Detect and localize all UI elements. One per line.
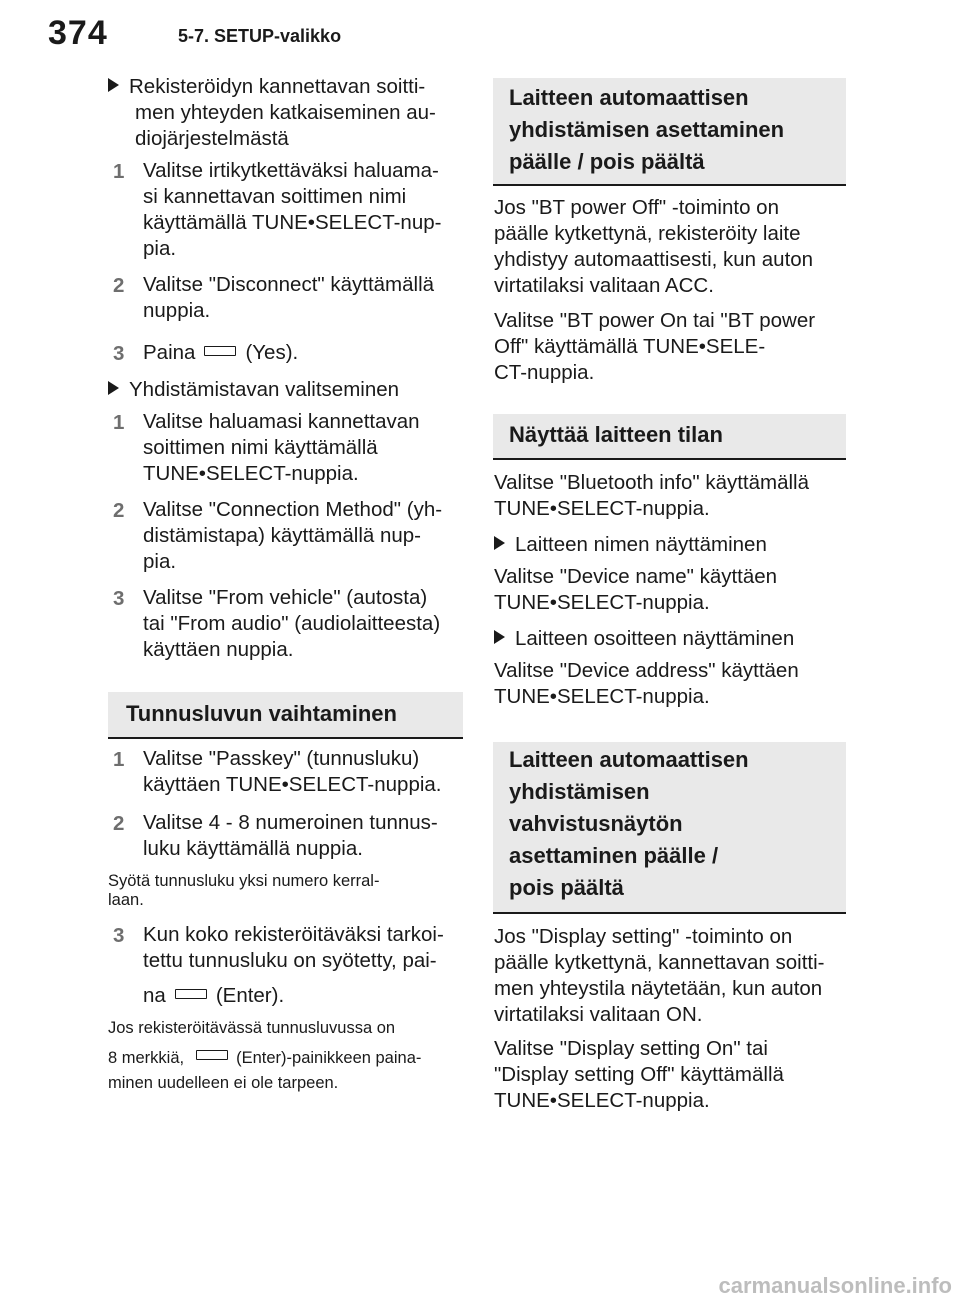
bullet-device-name: Laitteen nimen näyttäminen <box>494 532 767 558</box>
text-line: Valitse "Device name" käyttäen <box>494 565 778 588</box>
step-text: Valitse haluamasi kannettavan <box>143 410 420 433</box>
text-line: Valitse "Display setting On" tai <box>494 1037 768 1060</box>
step-text: pia. <box>143 237 177 260</box>
section-heading-confirm-screen <box>493 742 846 914</box>
triangle-bullet-icon <box>108 381 119 395</box>
text-line: virtatilaksi valitaan ACC. <box>494 274 714 297</box>
step-number: 2 <box>113 499 125 522</box>
text-line: Off" käyttämällä TUNE•SELE- <box>494 335 766 358</box>
heading-text: pois päältä <box>509 875 624 900</box>
heading-text: Näyttää laitteen tilan <box>509 422 723 447</box>
step-text: Valitse "Connection Method" (yh- <box>143 498 443 521</box>
text-line: TUNE•SELECT-nuppia. <box>494 1089 710 1112</box>
text-line: virtatilaksi valitaan ON. <box>494 1003 703 1026</box>
step-text: pia. <box>143 550 177 573</box>
section-heading-passkey <box>108 692 463 739</box>
note-text: Jos rekisteröitävässä tunnusluvussa on <box>108 1019 396 1037</box>
page-header <box>0 0 960 62</box>
step-number: 2 <box>113 812 125 835</box>
text-line: diojärjestelmästä <box>135 127 289 150</box>
step-text: Valitse "Passkey" (tunnusluku) <box>143 747 420 770</box>
step-text: Valitse "From vehicle" (autosta) <box>143 586 428 609</box>
step-text: käyttämällä TUNE•SELECT-nup- <box>143 211 442 234</box>
button-icon <box>175 989 207 999</box>
heading-text: yhdistämisen <box>509 779 650 804</box>
heading-text: asettaminen päälle / <box>509 843 719 868</box>
button-icon <box>204 346 236 356</box>
text-line: yhdistyy automaattisesti, kun auton <box>494 248 814 271</box>
step-text: käyttäen nuppia. <box>143 638 294 661</box>
watermark: carmanualsonline.info <box>718 1273 952 1298</box>
section-heading-auto-connect <box>493 78 846 186</box>
note-text: Syötä tunnusluku yksi numero kerral- <box>108 872 380 890</box>
step-number: 3 <box>113 587 125 610</box>
step-text: luku käyttämällä nuppia. <box>143 837 363 860</box>
text-line: päälle kytkettynä, rekisteröity laite <box>494 222 801 245</box>
text-line: TUNE•SELECT-nuppia. <box>494 685 710 708</box>
section-heading-device-status <box>493 414 846 460</box>
text-line: "Display setting Off" käyttämällä <box>494 1063 784 1086</box>
bullet-connection-method: Yhdistämistavan valitseminen <box>108 377 399 403</box>
heading-text: yhdistämisen asettaminen <box>509 117 785 142</box>
step-text: tai "From audio" (audiolaitteesta) <box>143 612 441 635</box>
bullet-disconnect: Rekisteröidyn kannettavan soitti- <box>108 74 425 100</box>
text-line: Jos "BT power Off" -toiminto on <box>494 196 779 219</box>
text-line: TUNE•SELECT-nuppia. <box>494 591 710 614</box>
heading-text: päälle / pois päältä <box>509 149 705 174</box>
step-number: 3 <box>113 924 125 947</box>
step-text: käyttäen TUNE•SELECT-nuppia. <box>143 773 442 796</box>
text-line: TUNE•SELECT-nuppia. <box>494 497 710 520</box>
step-number: 2 <box>113 274 125 297</box>
text-line: Valitse "BT power On tai "BT power <box>494 309 816 332</box>
triangle-bullet-icon <box>494 630 505 644</box>
step-text: tettu tunnusluku on syötetty, pai- <box>143 949 437 972</box>
text-line: Jos "Display setting" -toiminto on <box>494 925 793 948</box>
button-icon <box>196 1050 228 1060</box>
step-text: si kannettavan soittimen nimi <box>143 185 407 208</box>
text-line: men yhteyden katkaiseminen au- <box>135 101 436 124</box>
text-line: men yhteystila näytetään, kun auton <box>494 977 823 1000</box>
step-text: TUNE•SELECT-nuppia. <box>143 462 359 485</box>
heading-text: Tunnusluvun vaihtaminen <box>126 701 397 726</box>
text-line: Valitse "Device address" käyttäen <box>494 659 799 682</box>
step-number: 3 <box>113 342 125 365</box>
note-text: laan. <box>108 891 144 909</box>
step-text: Kun koko rekisteröitäväksi tarkoi- <box>143 923 444 946</box>
text-line: CT-nuppia. <box>494 361 595 384</box>
note-text: 8 merkkiä, (Enter)-painikkeen paina- <box>108 1049 422 1067</box>
step-text: Valitse irtikytkettäväksi haluama- <box>143 159 439 182</box>
text-line: päälle kytkettynä, kannettavan soitti- <box>494 951 825 974</box>
triangle-bullet-icon <box>108 78 119 92</box>
bullet-device-address: Laitteen osoitteen näyttäminen <box>494 626 794 652</box>
step-text: Paina (Yes). <box>143 341 299 364</box>
step-number: 1 <box>113 160 125 183</box>
page-number: 374 <box>48 14 108 52</box>
note-text: minen uudelleen ei ole tarpeen. <box>108 1074 339 1092</box>
step-text: distämistapa) käyttämällä nup- <box>143 524 422 547</box>
step-text: soittimen nimi käyttämällä <box>143 436 378 459</box>
step-text: na (Enter). <box>143 984 285 1007</box>
step-number: 1 <box>113 411 125 434</box>
heading-text: Laitteen automaattisen <box>509 85 749 110</box>
step-text: Valitse 4 - 8 numeroinen tunnus- <box>143 811 438 834</box>
step-text: nuppia. <box>143 299 211 322</box>
text-line: Valitse "Bluetooth info" käyttämällä <box>494 471 810 494</box>
heading-text: vahvistusnäytön <box>509 811 683 836</box>
section-title: 5-7. SETUP-valikko <box>178 26 342 46</box>
step-text: Valitse "Disconnect" käyttämällä <box>143 273 435 296</box>
heading-text: Laitteen automaattisen <box>509 747 749 772</box>
triangle-bullet-icon <box>494 536 505 550</box>
step-number: 1 <box>113 748 125 771</box>
